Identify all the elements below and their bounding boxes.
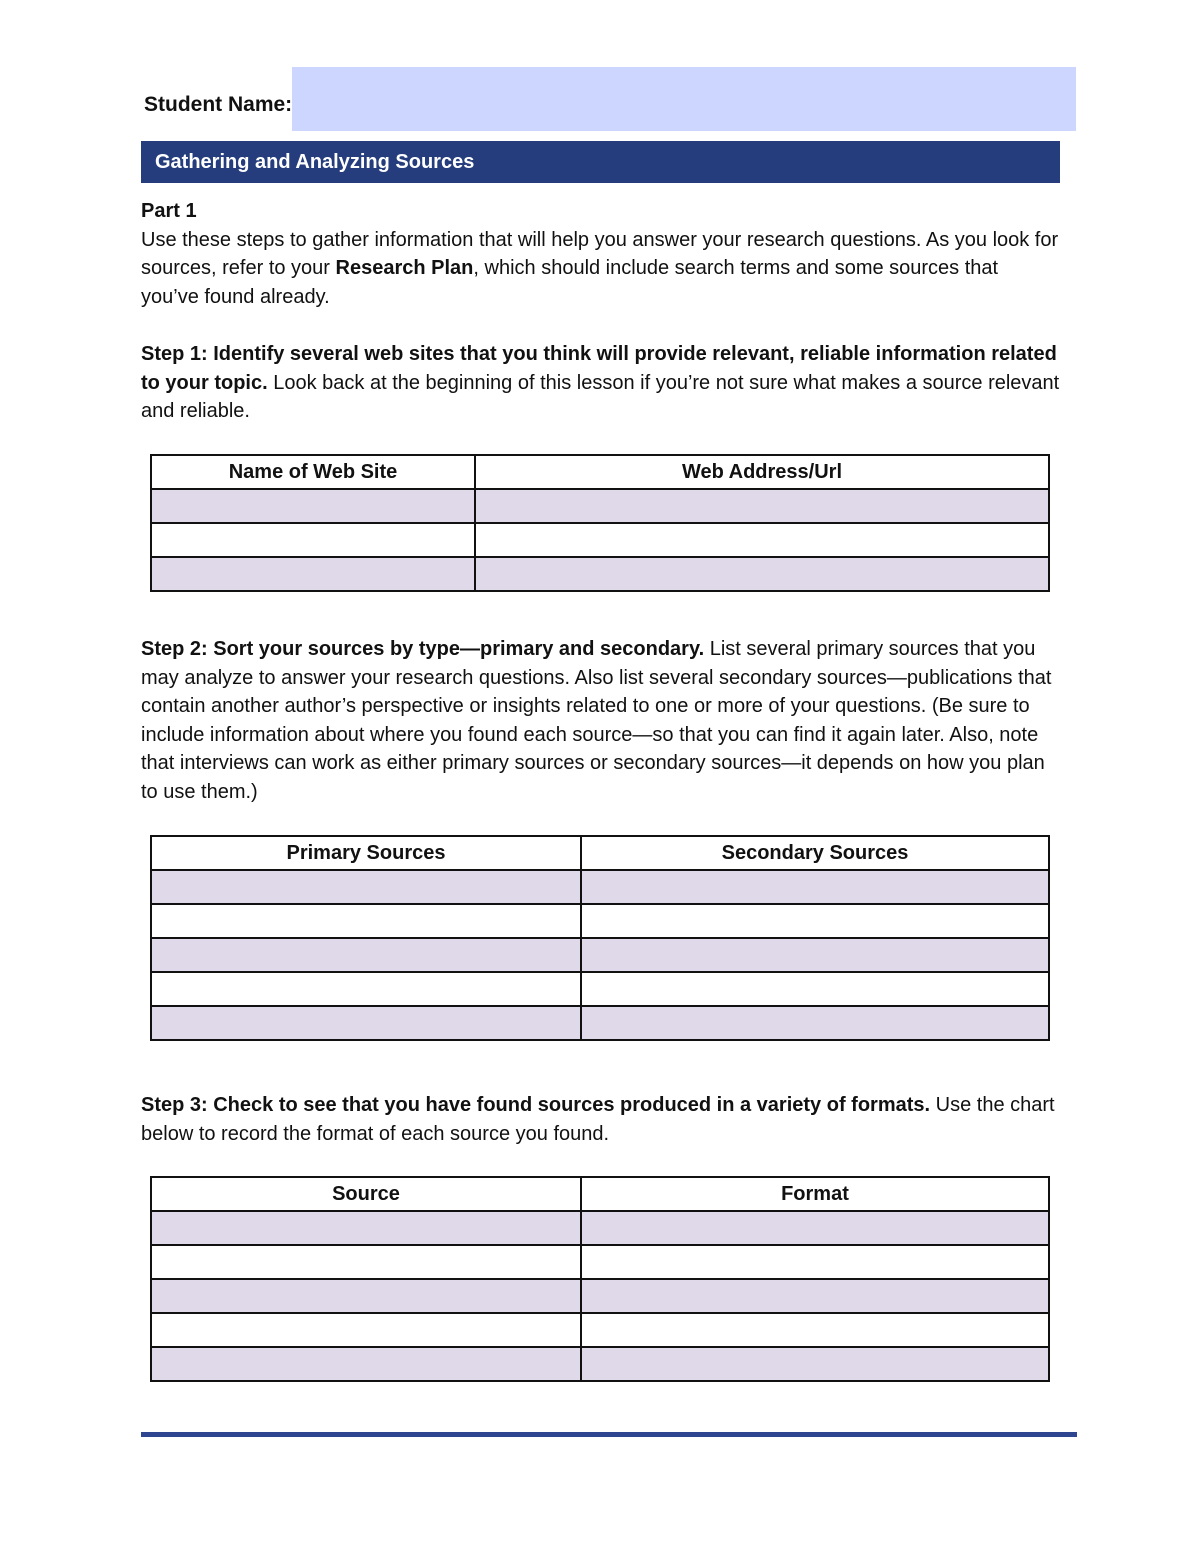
table-header: Secondary Sources (581, 836, 1049, 870)
footer-rule (141, 1432, 1077, 1437)
step1-instructions: Step 1: Identify several web sites that you think will provide relevant, reliable information related to your topic. Look back at the beginning of this lesson if you’re not sure what makes a source relevant and reliable. (141, 343, 1060, 422)
table-cell[interactable] (151, 489, 475, 523)
table-cell[interactable] (151, 1313, 581, 1347)
table-cell[interactable] (581, 1245, 1049, 1279)
table-row (151, 489, 1049, 523)
table-header: Name of Web Site (151, 455, 475, 489)
table-cell[interactable] (151, 1006, 581, 1040)
table-cell[interactable] (151, 523, 475, 557)
part1-block (141, 197, 1061, 311)
student-name-input[interactable] (292, 67, 1076, 131)
table-row (151, 904, 1049, 938)
table-row (151, 1245, 1049, 1279)
table-cell[interactable] (581, 1279, 1049, 1313)
table-row (151, 1313, 1049, 1347)
table-cell[interactable] (581, 1313, 1049, 1347)
table-cell[interactable] (581, 938, 1049, 972)
table-row (151, 938, 1049, 972)
table-cell[interactable] (581, 1006, 1049, 1040)
table-cell[interactable] (151, 972, 581, 1006)
student-name-label: Student Name: (144, 93, 293, 116)
table-row (151, 1347, 1049, 1381)
table-cell[interactable] (151, 1245, 581, 1279)
table-cell[interactable] (581, 972, 1049, 1006)
step3-instructions: Step 3: Check to see that you have found sources produced in a variety of formats. Use the chart below to record the format of each source you found. (141, 1094, 1055, 1145)
table-header: Web Address/Url (475, 455, 1049, 489)
table-cell[interactable] (581, 904, 1049, 938)
table-cell[interactable] (151, 904, 581, 938)
part1-intro: Use these steps to gather information that will help you answer your research questions. As you look for sources, refer to your Research Plan, which should include search terms and some sources that you’ve found already. (141, 228, 1059, 308)
table-cell[interactable] (581, 1211, 1049, 1245)
table-row (151, 1211, 1049, 1245)
table-row (151, 972, 1049, 1006)
table-cell[interactable] (581, 870, 1049, 904)
table-row (151, 1279, 1049, 1313)
table-header: Format (581, 1177, 1049, 1211)
table-cell[interactable] (151, 1347, 581, 1381)
part1-heading: Part 1 (141, 200, 197, 222)
table-cell[interactable] (151, 1211, 581, 1245)
table-row (151, 523, 1049, 557)
table-cell[interactable] (151, 557, 475, 591)
step2-instructions: Step 2: Sort your sources by type—primary and secondary. List several primary sources that you may analyze to answer your research questions. Also list several secondary sources—publications that contain another author’s perspective or insights related to one or more of your questions. (Be sure to include information about where you found each source—so that you can find it again later. Also, note that interviews can work as either primary sources or secondary sources—it depends on how you plan to use them.) (141, 638, 1052, 803)
table-cell[interactable] (475, 557, 1049, 591)
websites-table (150, 454, 1050, 592)
table-row (151, 870, 1049, 904)
table-header: Primary Sources (151, 836, 581, 870)
table-row (151, 557, 1049, 591)
source-types-table (150, 835, 1050, 1041)
table-cell[interactable] (151, 870, 581, 904)
formats-table (150, 1176, 1050, 1382)
table-cell[interactable] (151, 1279, 581, 1313)
table-cell[interactable] (475, 489, 1049, 523)
table-cell[interactable] (475, 523, 1049, 557)
table-header: Source (151, 1177, 581, 1211)
table-cell[interactable] (151, 938, 581, 972)
section-banner: Gathering and Analyzing Sources (141, 141, 1060, 183)
table-row (151, 1006, 1049, 1040)
table-cell[interactable] (581, 1347, 1049, 1381)
